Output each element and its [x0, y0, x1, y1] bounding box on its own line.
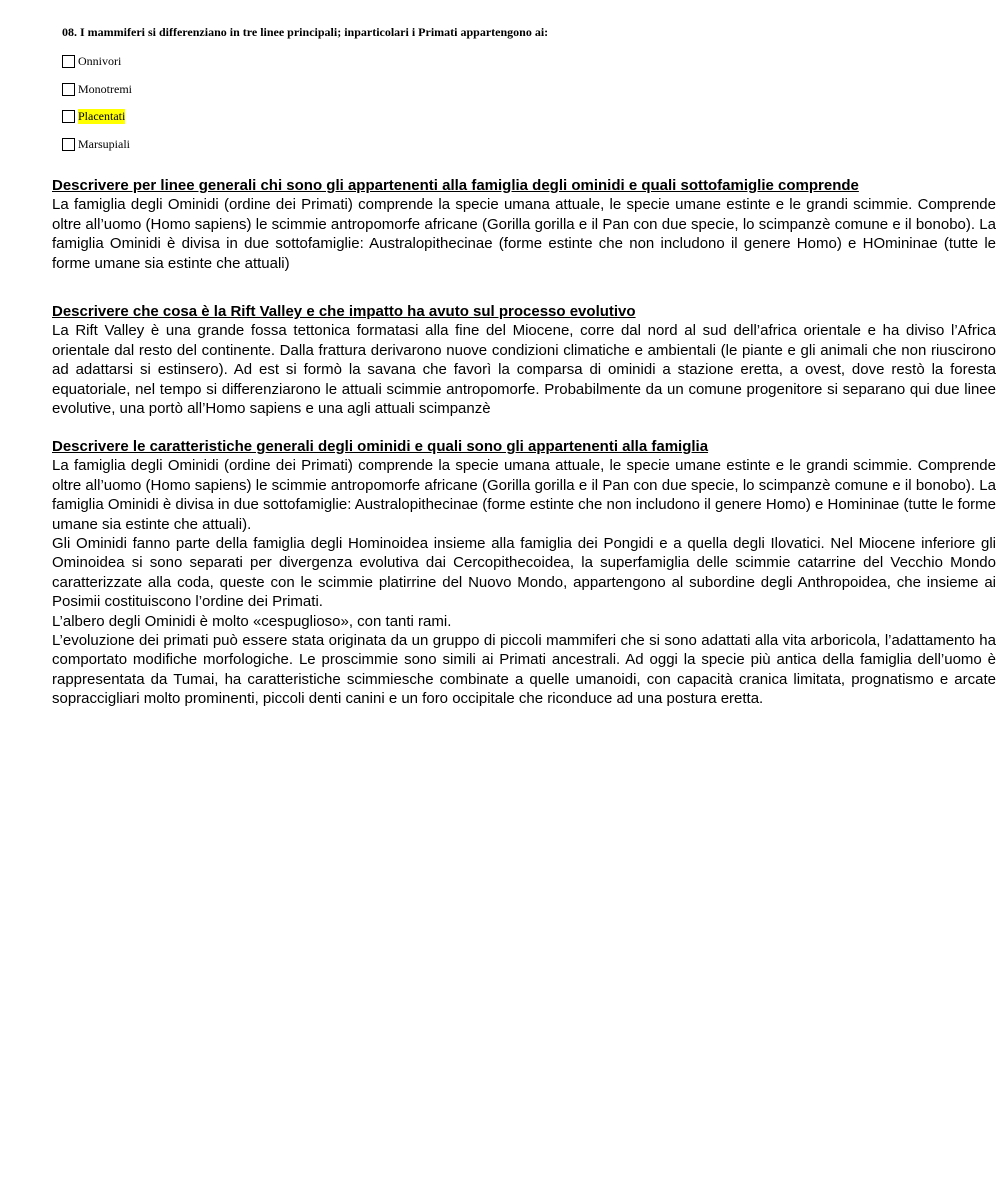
- option-marsupiali[interactable]: [62, 131, 132, 159]
- option-monotremi[interactable]: [62, 76, 132, 104]
- option-label-highlighted: Placentati: [78, 109, 126, 124]
- section-paragraph: La famiglia degli Ominidi (ordine dei Primati) comprende la specie umana attuale, le specie umane estinte e le grandi scimmie. Comprende oltre all’uomo (Homo sapiens) le scimmie antropomorfe africane (Gorilla gorilla e il Pan con due specie, lo scimpanzè comune e il bonobo). La famiglia Ominidi è divisa in due sottofamiglie: Australopithecinae (forme estinte che non includono il genere Homo) e Homininae (tutte le forme umane sia estinte che attuali).: [52, 457, 996, 533]
- question-text: 08. I mammiferi si differenziano in tre linee principali; inparticolari i Primati appartengono ai:: [62, 25, 549, 39]
- section-caratteristiche-ominidi: [52, 437, 996, 709]
- section-paragraph: L’albero degli Ominidi è molto «cespuglioso», con tanti rami.: [52, 612, 452, 630]
- checkbox[interactable]: [62, 83, 75, 96]
- section-heading: Descrivere le caratteristiche generali degli ominidi e quali sono gli appartenenti alla famiglia: [52, 438, 709, 455]
- option-label: Marsupiali: [78, 136, 130, 151]
- checkbox[interactable]: [62, 138, 75, 151]
- section-paragraph: L’evoluzione dei primati può essere stata originata da un gruppo di piccoli mammiferi che si sono adattati alla vita arboricola, l’adattamento ha comportato modifiche morfologiche. Le proscimmie sono simili ai Primati ancestrali. Ad oggi la specie più antica della famiglia dell’uomo è rappresentata da Tumai, ha caratteristiche scimmiesche combinate a quelle umanoidi, con capacità cranica limitata, prognatismo e arcate sopraccigliari molto prominenti, piccoli denti canini e un foro occipitale che riconduce ad una postura eretta.: [52, 632, 996, 708]
- option-onnivori[interactable]: [62, 48, 132, 76]
- section-heading: Descrivere che cosa è la Rift Valley e che impatto ha avuto sul processo evolutivo: [52, 303, 636, 320]
- section-rift-valley: [52, 302, 996, 418]
- checkbox[interactable]: [62, 55, 75, 68]
- section-ominidi-famiglia: [52, 176, 996, 273]
- option-placentati[interactable]: [62, 103, 132, 131]
- option-label: Onnivori: [78, 54, 122, 69]
- section-paragraph: La Rift Valley è una grande fossa tettonica formatasi alla fine del Miocene, corre dal nord al sud dell’africa orientale e ha diviso l’Africa orientale dal resto del continente. Dalla frattura derivarono nuove condizioni climatiche e ambientali (le piante e gli animali che non riuscirono ad adattarsi si estinsero). Ad est si formò la savana che favorì la comparsa di ominidi a stazione eretta, a ovest, dove restò la foresta equatoriale, nel tempo si differenziarono le attuali scimmie antropomorfe. Probabilmente da un comune progenitore si separano qui due linee evolutive, una portò all’Homo sapiens e una agli attuali scimpanzè: [52, 322, 996, 418]
- section-paragraph: La famiglia degli Ominidi (ordine dei Primati) comprende la specie umana attuale, le specie umane estinte e le grandi scimmie. Comprende oltre all’uomo (Homo sapiens) le scimmie antropomorfe africane (Gorilla gorilla e il Pan con due specie, lo scimpanzè comune e il bonobo). La famiglia Ominidi è divisa in due sottofamiglie: Australopithecinae (forme estinte che non includono il genere Homo) e HOmininae (tutte le forme umane sia estinte che attuali): [52, 196, 996, 272]
- checkbox[interactable]: [62, 110, 75, 123]
- section-heading: Descrivere per linee generali chi sono gli appartenenti alla famiglia degli ominidi e quali sottofamiglie comprende: [52, 177, 859, 194]
- section-paragraph: Gli Ominidi fanno parte della famiglia degli Hominoidea insieme alla famiglia dei Pongidi e a quella degli Ilovatici. Nel Miocene inferiore gli Ominoidea si sono separati per divergenza evolutiva dai Cercopithecoidea, la superfamiglia delle scimmie catarrine del Vecchio Mondo caratterizzate alla coda, queste con le scimmie platirrine del Nuovo Mondo, appartengono al subordine degli Anthropoidea, che insieme ai Posimii costituiscono l’ordine dei Primati.: [52, 535, 996, 611]
- option-label: Monotremi: [78, 81, 132, 96]
- answer-options: [62, 48, 132, 158]
